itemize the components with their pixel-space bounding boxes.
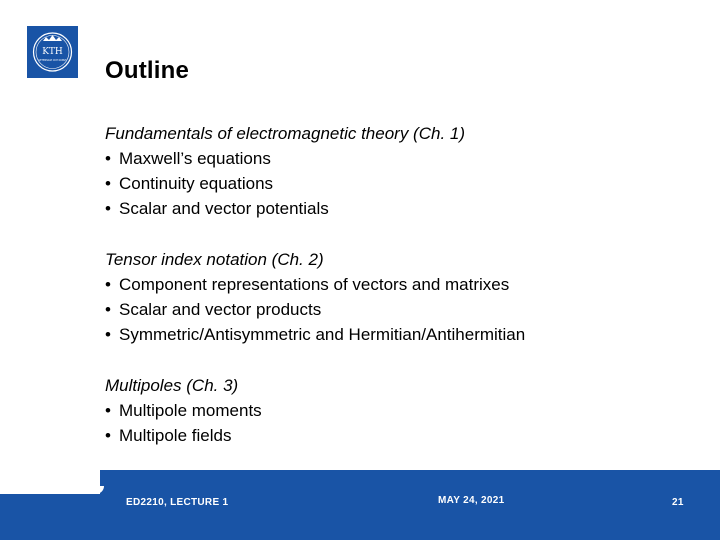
section-heading: Tensor index notation (Ch. 2): [105, 250, 324, 269]
logo-motto-text: VETENSKAP OCH KONST: [38, 59, 67, 62]
section-tensor-notation: [105, 247, 525, 347]
bullet-text: Scalar and vector products: [119, 300, 322, 319]
bullet-item: [105, 322, 525, 347]
bullet-text: Continuity equations: [119, 174, 274, 193]
bullet-dot: •: [105, 174, 111, 193]
bullet-text: Multipole moments: [119, 401, 262, 420]
bullet-dot: •: [105, 199, 111, 218]
footer-date: MAY 24, 2021: [438, 495, 505, 506]
footer-notch: [0, 470, 100, 494]
page-number: 21: [672, 497, 684, 508]
logo-kth-text: KTH: [42, 47, 63, 57]
section-heading: Multipoles (Ch. 3): [105, 376, 239, 395]
bullet-text: Multipole fields: [119, 426, 232, 445]
slide-title: Outline: [105, 57, 190, 84]
bullet-item: [105, 297, 525, 322]
section-multipoles: [105, 373, 262, 448]
bullet-item: [105, 272, 525, 297]
kth-logo: [27, 26, 78, 78]
footer-bar: [0, 470, 720, 540]
bullet-dot: •: [105, 149, 111, 168]
footer-course: ED2210, LECTURE 1: [126, 497, 229, 508]
bullet-text: Component representations of vectors and matrixes: [119, 275, 510, 294]
bullet-text: Maxwell’s equations: [119, 149, 271, 168]
section-fundamentals: [105, 121, 465, 221]
bullet-dot: •: [105, 275, 111, 294]
kth-crest-icon: [27, 26, 78, 78]
bullet-dot: •: [105, 401, 111, 420]
bullet-item: [105, 423, 262, 448]
bullet-text: Scalar and vector potentials: [119, 199, 329, 218]
bullet-item: [105, 146, 465, 171]
bullet-item: [105, 196, 465, 221]
bullet-text: Symmetric/Antisymmetric and Hermitian/Antihermitian: [119, 325, 526, 344]
bullet-dot: •: [105, 426, 111, 445]
bullet-dot: •: [105, 325, 111, 344]
bullet-dot: •: [105, 300, 111, 319]
bullet-item: [105, 171, 465, 196]
bullet-item: [105, 398, 262, 423]
section-heading: Fundamentals of electromagnetic theory (Ch. 1): [105, 124, 466, 143]
